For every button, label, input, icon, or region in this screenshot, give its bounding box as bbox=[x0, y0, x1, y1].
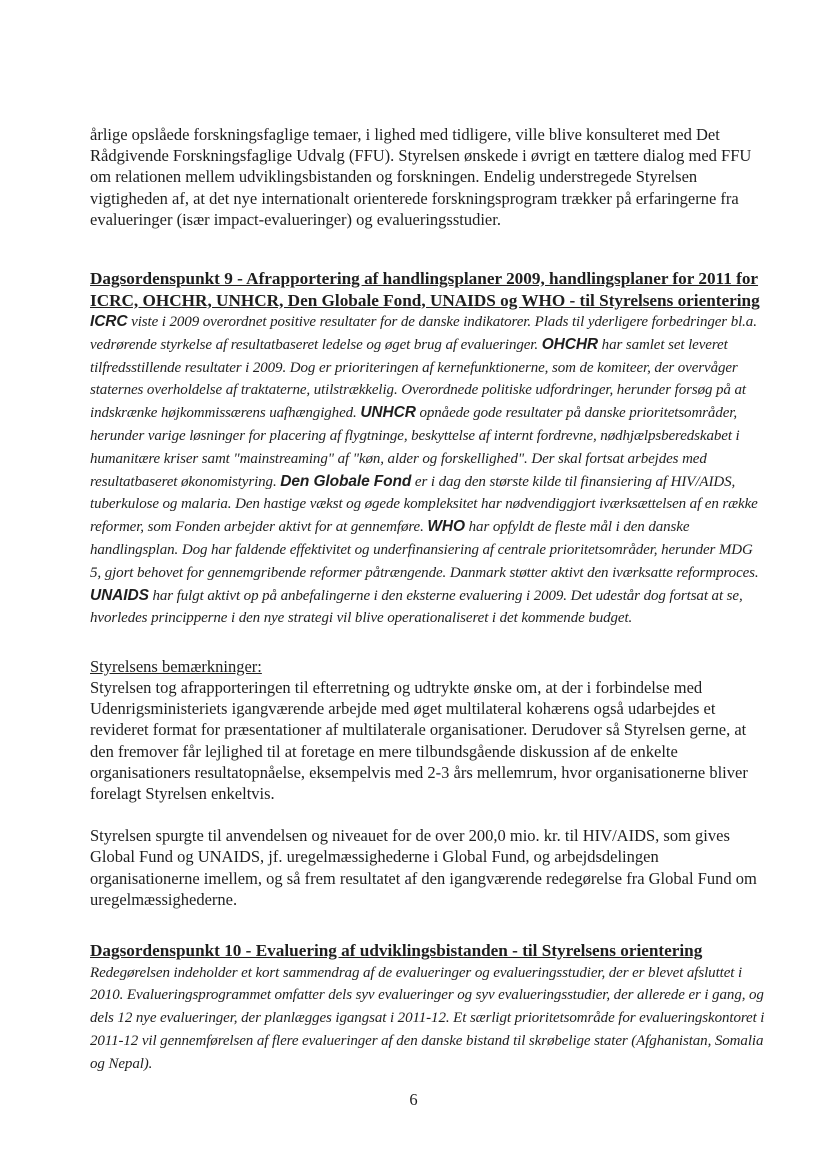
agenda-item-9-summary bbox=[90, 311, 765, 630]
org-name-ohchr: OHCHR bbox=[541, 335, 599, 353]
agenda-item-9-heading: Dagsordenspunkt 9 - Afrapportering af handlingsplaner 2009, handlingsplaner for 2011 for ICRC, OHCHR, UNHCR, Den Globale Fond, UNAIDS og WHO - til Styrelsens orientering bbox=[90, 269, 760, 310]
unaids-summary: har fulgt aktivt op på anbefalingerne i den eksterne evaluering i 2009. Det udestår dog fortsat at se, hvorledes principperne i den nye strategi vil blive operationaliseret i det kommende budget. bbox=[90, 587, 743, 627]
board-remarks-heading: Styrelsens bemærkninger: bbox=[90, 657, 262, 676]
intro-paragraph: årlige opslåede forskningsfaglige temaer, i lighed med tidligere, ville blive konsulteret med Det Rådgivende Forskningsfaglige Udvalg (FFU). Styrelsen ønskede i øvrigt en tættere dialog med FFU om relationen mellem udviklingsbistanden og forskningen. Endelig understregede Styrelsen vigtigheden af, at det nye internationalt orienterede forskningsprogram trækker på erfaringerne fra evalueringer (især impact-evalueringer) og evalueringsstudier. bbox=[90, 125, 752, 229]
org-name-unaids: UNAIDS bbox=[90, 586, 149, 604]
board-remarks-paragraph-1: Styrelsen tog afrapporteringen til efterretning og udtrykte ønske om, at der i forbindelse med Udenrigsministeriets igangværende arbejde med øget multilateral kohærens også udarbejdes et revideret format for præsentationer af multilaterale organisationer. Derudover så Styrelsen gerne, at den fremover får lejlighed til at foretage en mere tilbundsgående diskussion af de enkelte organisationers resultatopnåelse, eksempelvis med 2-3 års mellemrum, hvor organisationerne bliver forelagt Styrelsen enkeltvis. bbox=[90, 678, 748, 804]
agenda-item-10 bbox=[90, 940, 765, 1075]
agenda-item-9 bbox=[90, 268, 765, 630]
agenda-item-10-summary: Redegørelsen indeholder et kort sammendrag af de evalueringer og evalueringsstudier, der er blevet afsluttet i 2010. Evalueringsprogrammet omfatter dels syv evalueringer og syv evalueringsstudier, der allerede er i gang, og dels 12 nye evalueringer, der planlægges igangsat i 2011-12. Et særligt prioritetsområde for evalueringskontoret i 2011-12 vil gennemførelsen af flere evalueringer af den danske bistand til skrøbelige stater (Afghanistan, Somalia og Nepal). bbox=[90, 964, 765, 1072]
page-number: 6 bbox=[409, 1090, 418, 1109]
board-remarks-paragraph-2: Styrelsen spurgte til anvendelsen og niveauet for de over 200,0 mio. kr. til HIV/AIDS, som gives Global Fund og UNAIDS, jf. uregelmæssighederne i Global Fund, og arbejdsdelingen organisationerne imellem, og så frem resultatet af den igangværende redegørelse fra Global Fund om uregelmæssighederne. bbox=[90, 826, 757, 909]
ohchr-summary: har samlet set leveret tilfredsstillende resultater i 2009. Dog er prioriteringen af kernefunktionerne, som de komiteer, der overvåger staternes overholdelse af traktaterne, utilstrækkelig. Overordnede politiske udfordringer, herunder forsøg på at indskrænke højkommissærens uafhængighed. bbox=[90, 336, 746, 422]
who-summary: har opfyldt de fleste mål i den danske handlingsplan. Dog har faldende effektivitet og underfinansiering af centrale prioritetsområder, herunder MDG 5, gjort behovet for gennemgribende reformer påtrængende. Danmark støtter aktivt den iværksatte reformproces. bbox=[90, 519, 759, 581]
unhcr-summary: opnåede gode resultater på danske prioritetsområder, herunder varige løsninger for placering af flygtninge, beskyttelse af internt fordrevne, nødhjælpsberedskabet i humanitære kriser samt "mainstreaming" af "køn, alder og forskellighed". Der skal fortsat arbejdes med resultatbaseret økonomistyring. bbox=[90, 405, 740, 490]
agenda-item-10-heading: Dagsordenspunkt 10 - Evaluering af udviklingsbistanden - til Styrelsens orientering bbox=[90, 941, 703, 960]
org-name-who: WHO bbox=[427, 518, 465, 536]
org-name-unhcr: UNHCR bbox=[360, 404, 416, 422]
org-name-global-fund: Den Globale Fond bbox=[280, 472, 412, 490]
global-fund-summary: er i dag den største kilde til finansiering af HIV/AIDS, tuberkulose og malaria. Den hastige vækst og øgede kompleksitet har nødvendiggjort iværksættelsen af en række reformer, som Fonden arbejder aktivt for at gennemføre. bbox=[90, 473, 758, 536]
board-remarks bbox=[90, 656, 765, 910]
intro-section bbox=[90, 124, 765, 230]
org-name-icrc: ICRC bbox=[90, 313, 128, 330]
icrc-summary: viste i 2009 overordnet positive resultater for de danske indikatorer. Plads til yderligere forbedringer bl.a. vedrørende styrkelse af resultatbaseret ledelse og øget brug af evalueringer. bbox=[90, 314, 757, 353]
